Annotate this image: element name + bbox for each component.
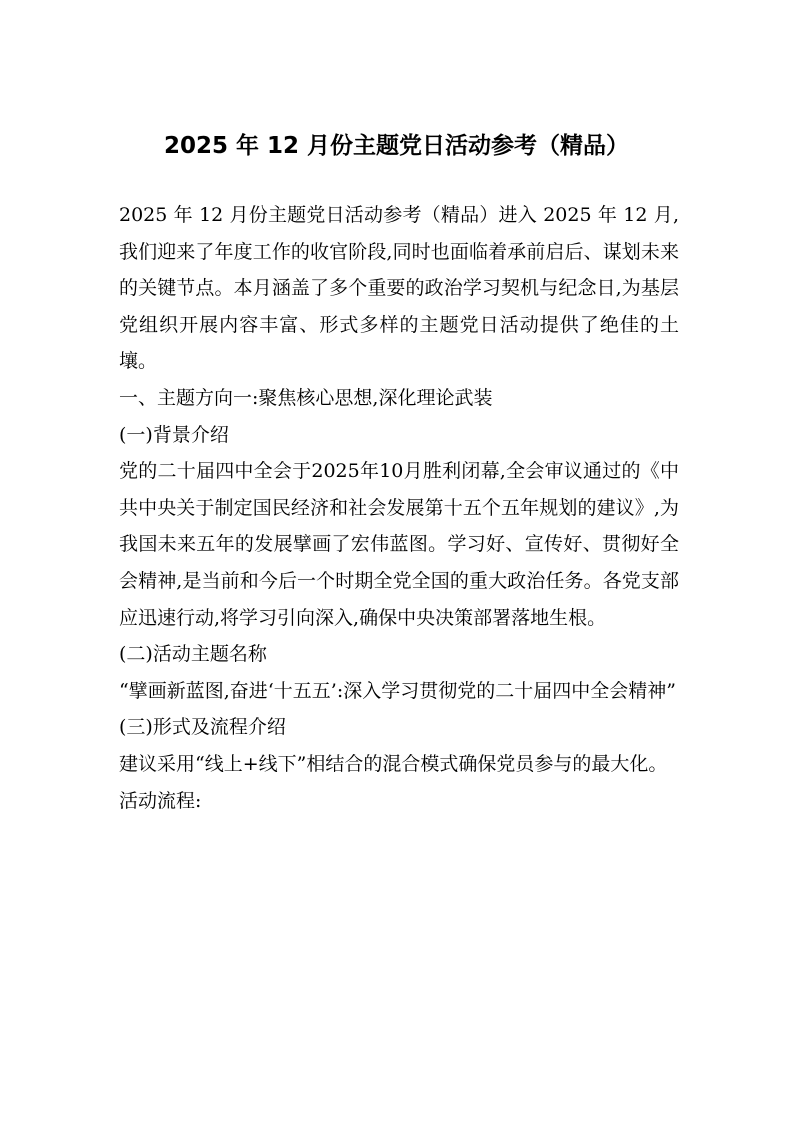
intro-paragraph: 2025 年 12 月份主题党日活动参考（精品）进入 2025 年 12 月,我们迎来了年度工作的收官阶段,同时也面临着承前启后、谋划未来的关键节点。本月涵盖了多个重要的政治学习契机与纪念日,为基层党组织开展内容丰富、形式多样的主题党日活动提供了绝佳的土壤。 xyxy=(119,204,679,373)
process-label: 活动流程: xyxy=(119,789,202,812)
background-paragraph: 党的二十届四中全会于2025年10月胜利闭幕,全会审议通过的《中共中央关于制定国民经济和社会发展第十五个五年规划的建议》,为我国未来五年的发展擘画了宏伟蓝图。学习好、宣传好、贯彻好全会精神,是当前和今后一个时期全党全国的重大政治任务。各党支部应迅速行动,将学习引向深入,确保中央决策部署落地生根。 xyxy=(119,460,679,629)
subheading-background: (一)背景介绍 xyxy=(119,423,229,446)
format-paragraph: 建议采用“线上+线下”相结合的混合模式确保党员参与的最大化。 xyxy=(119,752,668,775)
section-heading-1: 一、主题方向一:聚焦核心思想,深化理论武装 xyxy=(119,386,493,409)
document-body xyxy=(119,197,679,819)
subheading-format: (三)形式及流程介绍 xyxy=(119,716,286,739)
theme-name-paragraph: “擘画新蓝图,奋进‘十五五’:深入学习贯彻党的二十届四中全会精神” xyxy=(119,679,676,702)
subheading-theme-name: (二)活动主题名称 xyxy=(119,643,267,666)
document-title: 2025 年 12 月份主题党日活动参考（精品） xyxy=(163,133,630,159)
